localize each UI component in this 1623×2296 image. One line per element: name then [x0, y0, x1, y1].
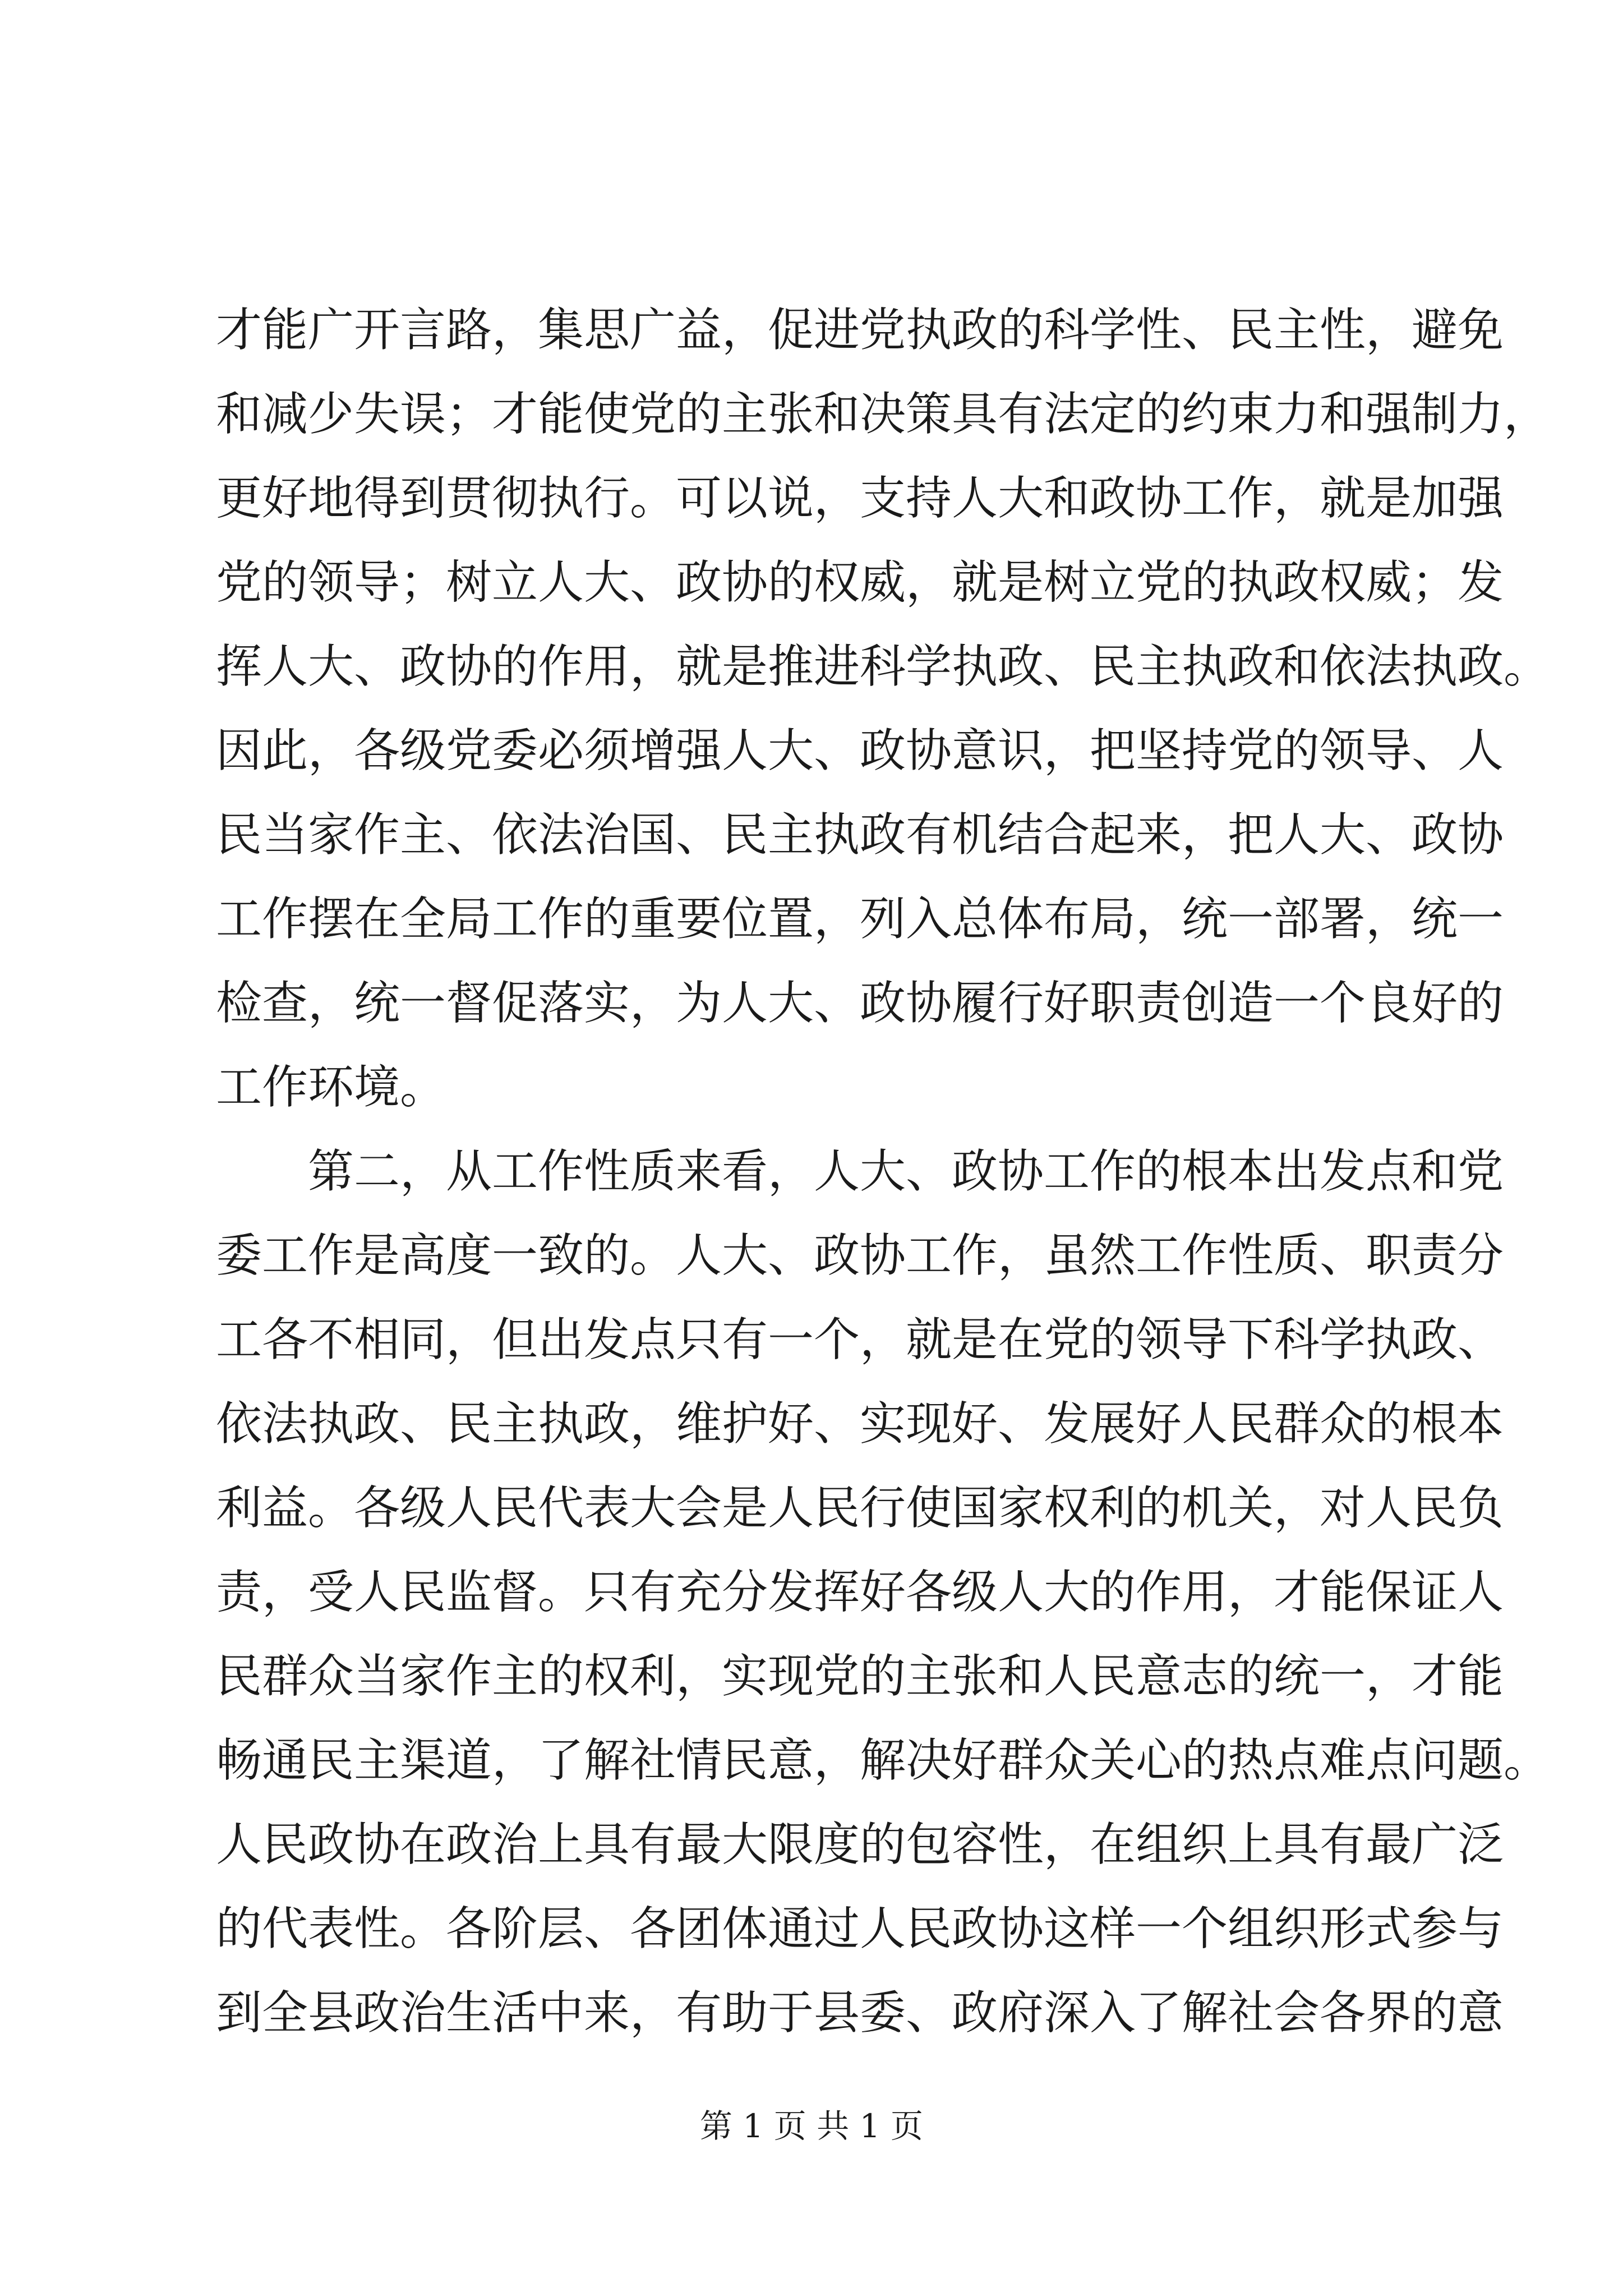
text-line: 才能广开言路，集思广益，促进党执政的科学性、民主性，避免: [216, 303, 1504, 357]
text-line: 工各不相同，但出发点只有一个，就是在党的领导下科学执政、: [216, 1313, 1504, 1366]
text-line: 工作环境。: [216, 1061, 446, 1114]
page-number-label: 第 1 页 共 1 页: [700, 2107, 923, 2145]
text-line: 畅通民主渠道，了解社情民意，解决好群众关心的热点难点问题。: [216, 1734, 1550, 1787]
page-footer: [0, 2104, 1623, 2148]
text-line: 检查，统一督促落实，为人大、政协履行好职责创造一个良好的: [216, 977, 1504, 1030]
text-line: 因此，各级党委必须增强人大、政协意识，把坚持党的领导、人: [216, 724, 1504, 777]
text-line: 人民政协在政治上具有最大限度的包容性，在组织上具有最广泛: [216, 1818, 1504, 1871]
text-line: 利益。各级人民代表大会是人民行使国家权利的机关，对人民负: [216, 1481, 1504, 1535]
text-line: 责，受人民监督。只有充分发挥好各级人大的作用，才能保证人: [216, 1566, 1504, 1619]
text-line: 依法执政、民主执政，维护好、实现好、发展好人民群众的根本: [216, 1397, 1504, 1451]
text-line: 和减少失误；才能使党的主张和决策具有法定的约束力和强制力，: [216, 388, 1550, 441]
text-line: 党的领导；树立人大、政协的权威，就是树立党的执政权威；发: [216, 556, 1504, 609]
text-line: 工作摆在全局工作的重要位置，列入总体布局，统一部署，统一: [216, 892, 1504, 946]
text-line: 挥人大、政协的作用，就是推进科学执政、民主执政和依法执政。: [216, 640, 1550, 693]
text-line: 到全县政治生活中来，有助于县委、政府深入了解社会各界的意: [216, 1986, 1504, 2040]
text-line: 的代表性。各阶层、各团体通过人民政协这样一个组织形式参与: [216, 1902, 1504, 1955]
text-line: 更好地得到贯彻执行。可以说，支持人大和政协工作，就是加强: [216, 472, 1504, 525]
text-line: 民群众当家作主的权利，实现党的主张和人民意志的统一，才能: [216, 1650, 1504, 1703]
text-line: 委工作是高度一致的。人大、政协工作，虽然工作性质、职责分: [216, 1229, 1504, 1282]
document-body: [216, 288, 1550, 2055]
paragraph-start-line: 第二，从工作性质来看，人大、政协工作的根本出发点和党: [308, 1145, 1504, 1198]
text-line: 民当家作主、依法治国、民主执政有机结合起来，把人大、政协: [216, 808, 1504, 862]
